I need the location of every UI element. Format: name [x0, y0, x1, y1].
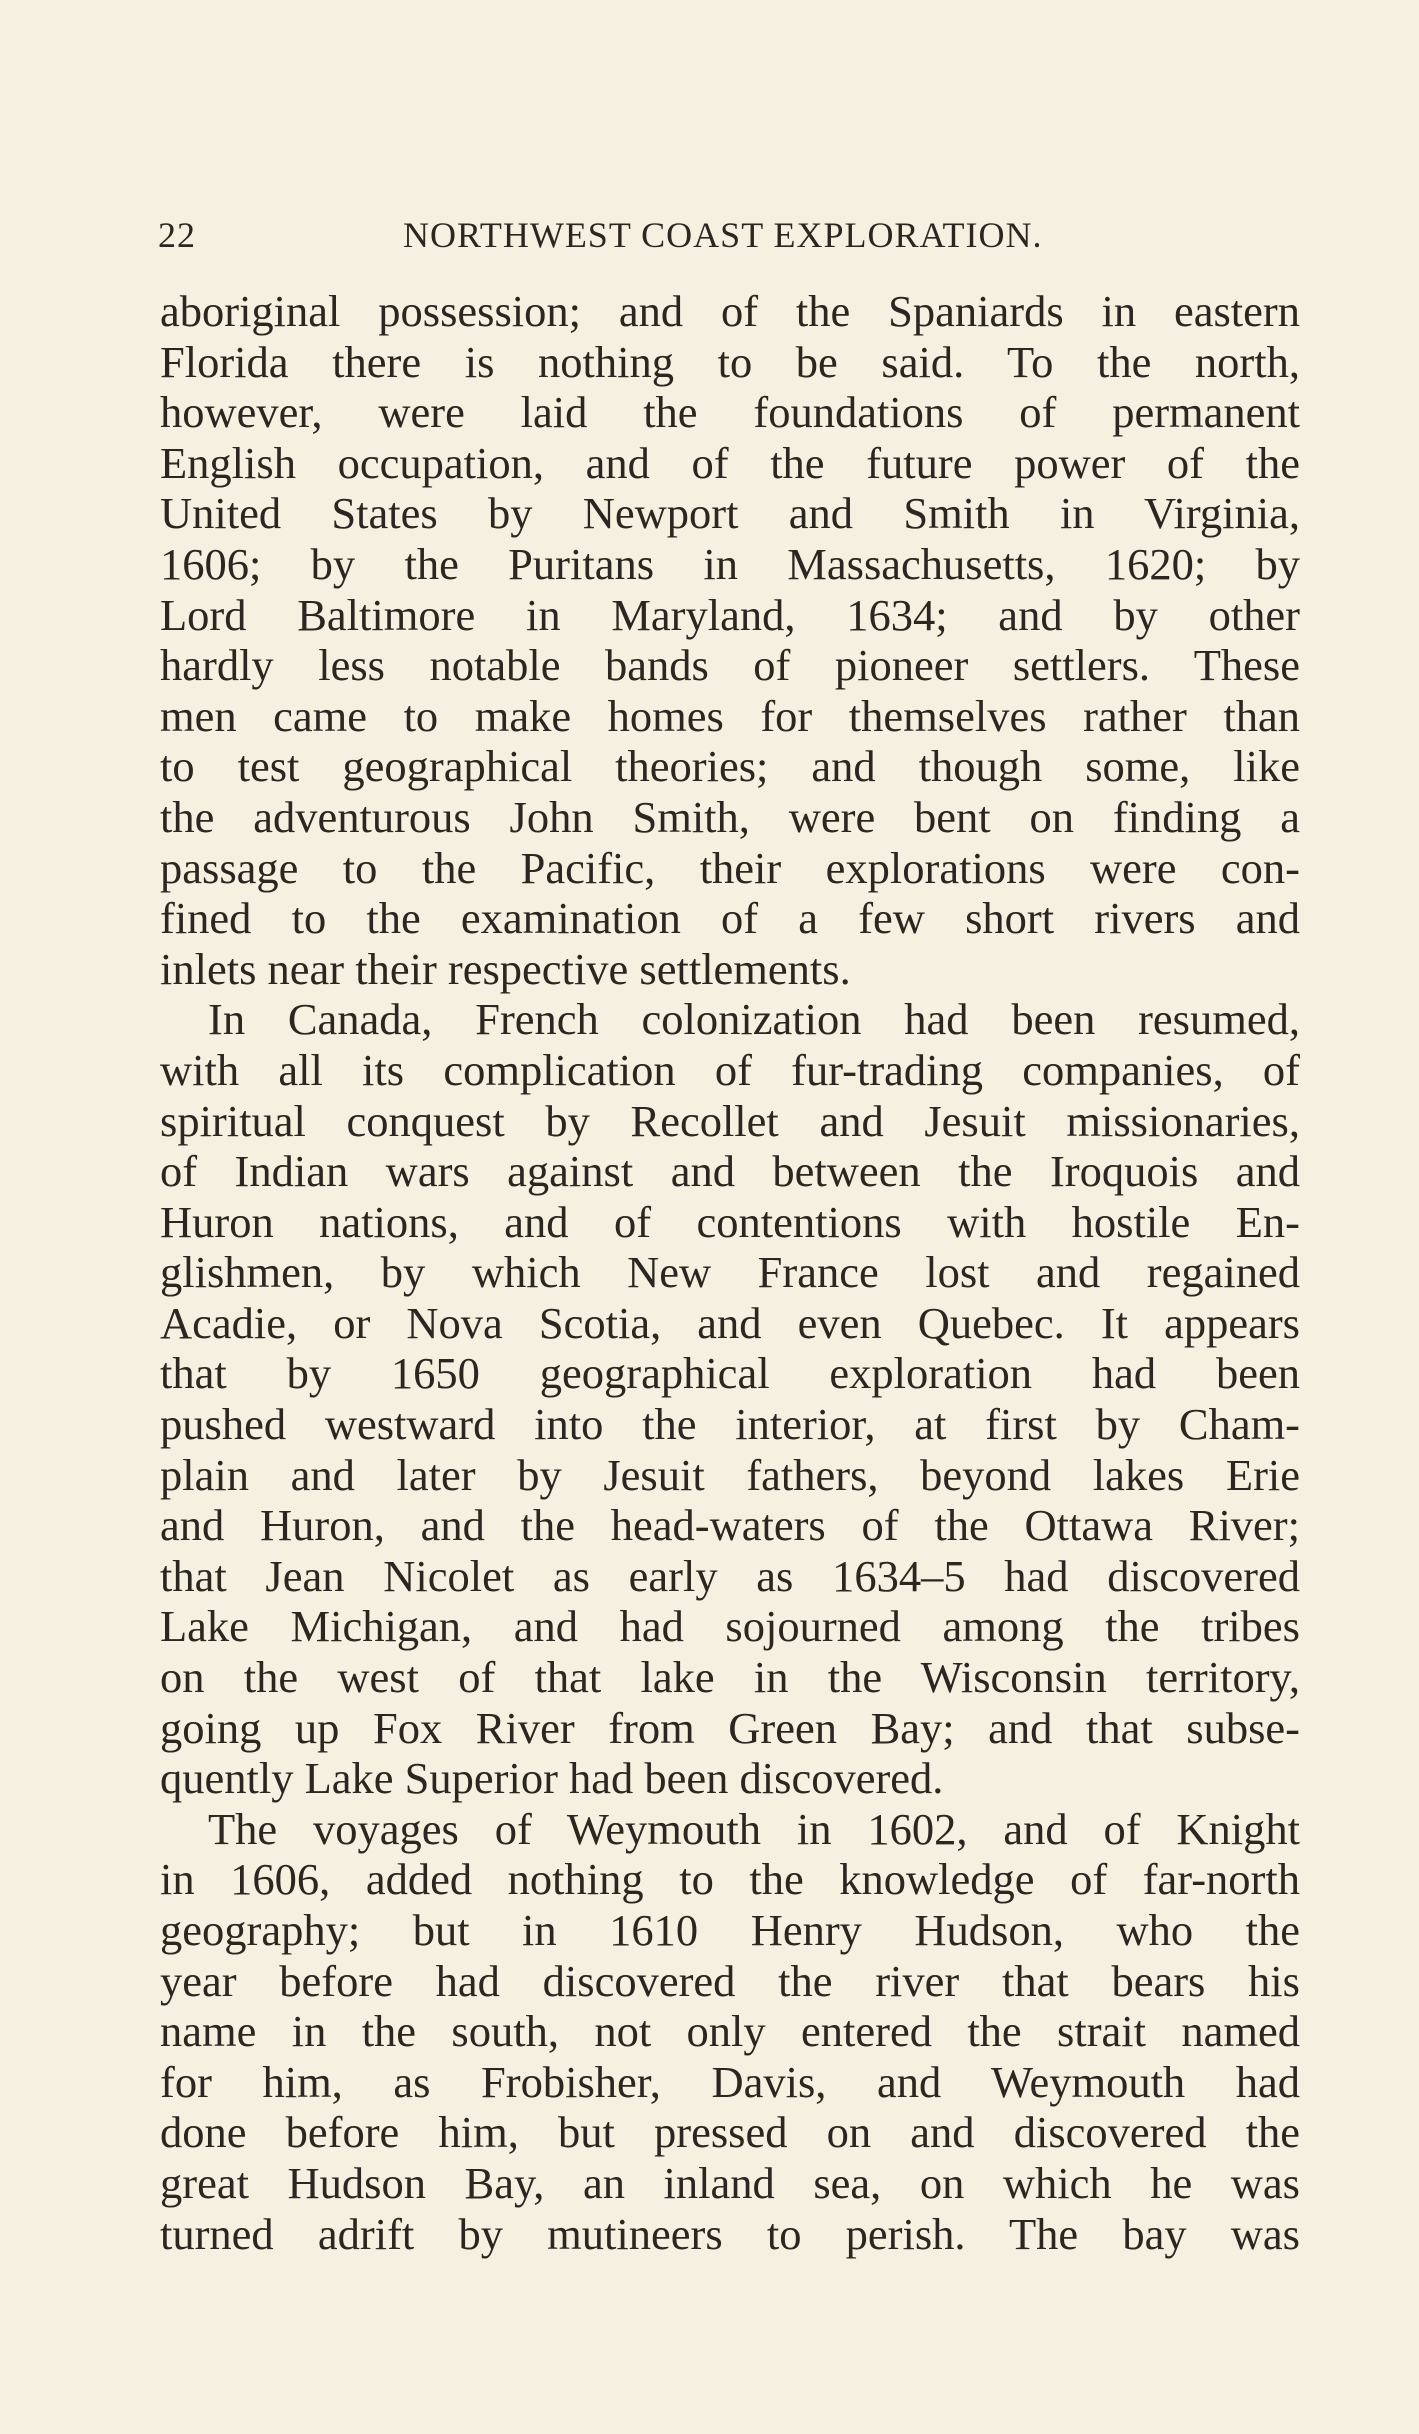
paragraph-1 [160, 286, 1300, 994]
text-line: English occupation, and of the future power of the [160, 437, 1300, 488]
text-line: men came to make homes for themselves rather than [160, 690, 1300, 741]
text-line: on the west of that lake in the Wisconsin territory, [160, 1652, 1300, 1703]
text-line: and Huron, and the head-waters of the Ottawa River; [160, 1500, 1300, 1551]
text-line: to test geographical theories; and though some, like [160, 741, 1300, 792]
text-line: quently Lake Superior had been discovered. [160, 1753, 944, 1804]
text-line: Lake Michigan, and had sojourned among the tribes [160, 1601, 1300, 1652]
text-line: the adventurous John Smith, were bent on finding a [160, 791, 1300, 842]
text-line: In Canada, French colonization had been resumed, [208, 994, 1300, 1045]
text-line: spiritual conquest by Recollet and Jesuit missionaries, [160, 1095, 1300, 1146]
text-line: with all its complication of fur-trading companies, of [160, 1044, 1300, 1095]
paragraph-3 [160, 1804, 1300, 2259]
text-line: going up Fox River from Green Bay; and that subse- [160, 1702, 1300, 1753]
text-line: of Indian wars against and between the Iroquois and [160, 1146, 1300, 1197]
text-line: in 1606, added nothing to the knowledge of far-north [160, 1854, 1300, 1905]
text-line: Florida there is nothing to be said. To the north, [160, 336, 1300, 387]
text-line: glishmen, by which New France lost and regained [160, 1247, 1300, 1298]
page-number: 22 [158, 215, 196, 255]
running-head [158, 214, 1300, 264]
text-line: Acadie, or Nova Scotia, and even Quebec. It appears [160, 1297, 1300, 1348]
text-line: hardly less notable bands of pioneer settlers. These [160, 640, 1300, 691]
text-line: 1606; by the Puritans in Massachusetts, 1620; by [160, 538, 1300, 589]
body-text [160, 286, 1300, 2259]
text-line: however, were laid the foundations of permanent [160, 387, 1300, 438]
text-line: pushed westward into the interior, at first by Cham- [160, 1399, 1300, 1450]
text-line: done before him, but pressed on and discovered the [160, 2107, 1300, 2158]
text-line: Huron nations, and of contentions with hostile En- [160, 1196, 1300, 1247]
text-line: great Hudson Bay, an inland sea, on which he was [160, 2157, 1300, 2208]
text-line: Lord Baltimore in Maryland, 1634; and by other [160, 589, 1300, 640]
text-line: inlets near their respective settlements. [160, 943, 851, 994]
running-title: NORTHWEST COAST EXPLORATION. [403, 215, 1043, 255]
text-line: fined to the examination of a few short rivers and [160, 893, 1300, 944]
text-line: turned adrift by mutineers to perish. The bay was [160, 2208, 1300, 2259]
text-line: plain and later by Jesuit fathers, beyond lakes Erie [160, 1449, 1300, 1500]
text-line: that by 1650 geographical exploration had been [160, 1348, 1300, 1399]
text-line: geography; but in 1610 Henry Hudson, who the [160, 1905, 1300, 1955]
text-line: passage to the Pacific, their explorations were con- [160, 842, 1300, 893]
text-line: aboriginal possession; and of the Spaniards in eastern [160, 286, 1300, 336]
text-line: for him, as Frobisher, Davis, and Weymouth had [160, 2056, 1300, 2107]
text-line: United States by Newport and Smith in Virginia, [160, 488, 1300, 539]
paragraph-2 [160, 994, 1300, 1804]
text-line: that Jean Nicolet as early as 1634–5 had discovered [160, 1550, 1300, 1601]
text-line: name in the south, not only entered the strait named [160, 2006, 1300, 2057]
text-line: year before had discovered the river that bears his [160, 1955, 1300, 2006]
text-line: The voyages of Weymouth in 1602, and of Knight [208, 1803, 1300, 1854]
